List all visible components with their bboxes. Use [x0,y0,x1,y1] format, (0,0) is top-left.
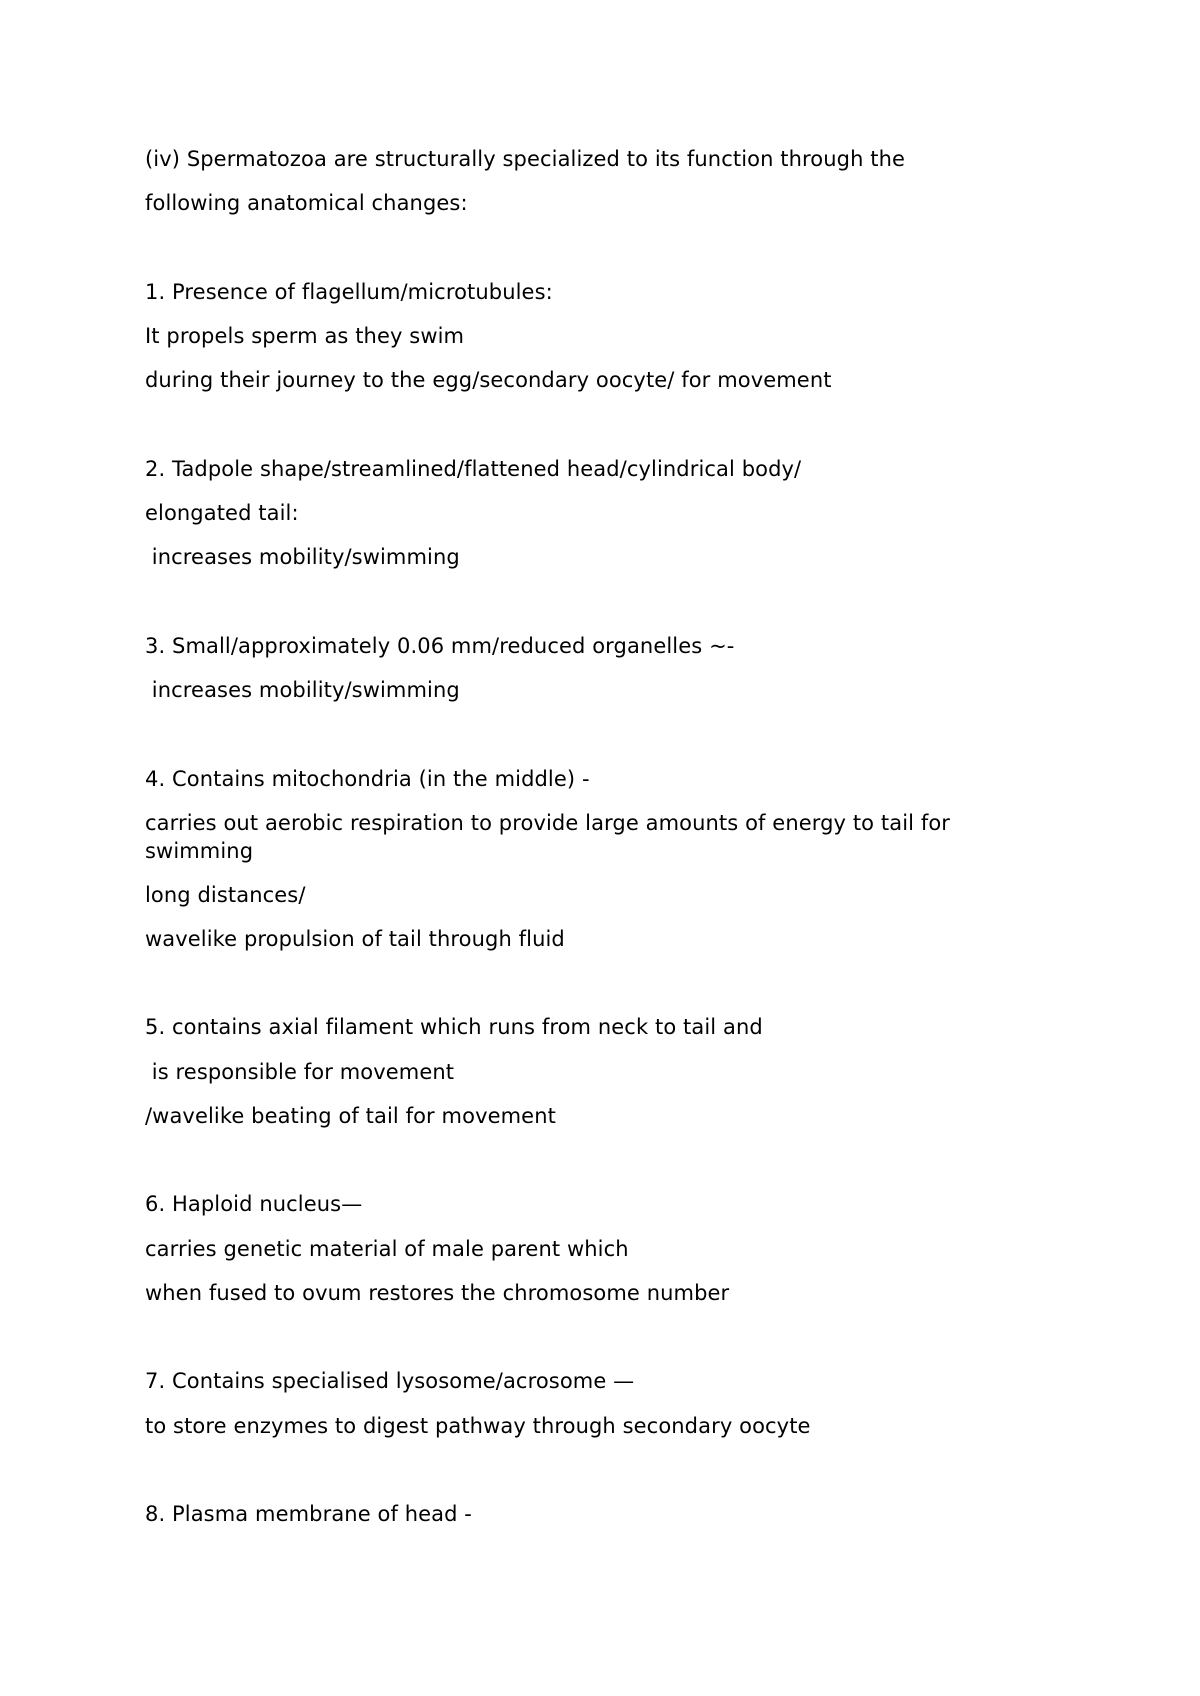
point-6-heading: 6. Haploid nucleus— [145,1192,363,1216]
point-8-heading: 8. Plasma membrane of head - [145,1502,472,1526]
point-7-line-1: to store enzymes to digest pathway through secondary oocyte [145,1414,811,1438]
point-2-line-1: elongated tail: [145,501,299,525]
point-2-heading: 2. Tadpole shape/streamlined/flattened head/cylindrical body/ [145,457,802,481]
point-3-heading: 3. Small/approximately 0.06 mm/reduced organelles ~- [145,634,735,658]
point-2-line-2: increases mobility/swimming [145,545,460,569]
point-4-heading: 4. Contains mitochondria (in the middle) - [145,767,590,791]
point-1-heading: 1. Presence of flagellum/microtubules: [145,280,553,304]
point-1-line-1: It propels sperm as they swim [145,324,465,348]
point-1-line-2: during their journey to the egg/secondary oocyte/ for movement [145,368,832,392]
point-4-line-2: long distances/ [145,883,306,907]
intro-line-1: (iv) Spermatozoa are structurally specialized to its function through the [145,147,906,171]
point-6-line-1: carries genetic material of male parent which [145,1237,629,1261]
intro-line-2: following anatomical changes: [145,191,468,215]
point-7-heading: 7. Contains specialised lysosome/acrosome — [145,1369,635,1393]
point-5-line-2: /wavelike beating of tail for movement [145,1104,556,1128]
point-5-line-1: is responsible for movement [145,1060,455,1084]
point-4-line-1: carries out aerobic respiration to provide large amounts of energy to tail for swimming [145,811,957,863]
point-3-line-1: increases mobility/swimming [145,678,460,702]
point-6-line-2: when fused to ovum restores the chromosome number [145,1281,730,1305]
point-4-line-3: wavelike propulsion of tail through fluid [145,927,565,951]
point-5-heading: 5. contains axial filament which runs from neck to tail and [145,1015,763,1039]
